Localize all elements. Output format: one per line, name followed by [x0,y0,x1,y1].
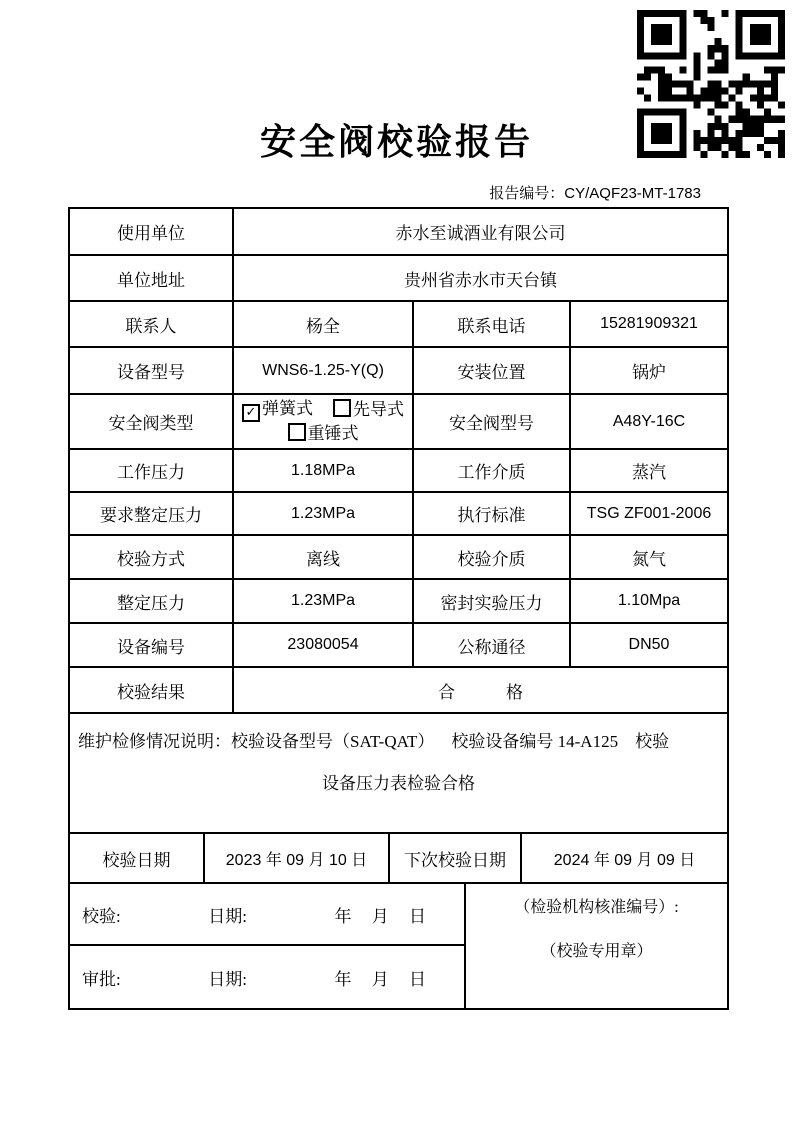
agency-stamp-line: （校验专用章） [540,943,653,960]
verifier-ymd: 年 月 日 [334,906,426,926]
valve-type-option-row [237,397,409,422]
table-row [69,833,728,883]
field-contact-label: 联系人 [69,301,233,347]
valve-type-option-row [237,422,409,446]
field-working-medium-value: 蒸汽 [570,449,728,492]
valve-type-option-label: 重锤式 [307,424,359,443]
field-valve-type-options [233,394,413,449]
signature-table [68,882,729,1010]
field-device-no-label: 设备编号 [69,623,233,667]
field-result-label: 校验结果 [69,667,233,713]
table-row [69,255,728,301]
field-contact-value: 杨全 [233,301,413,347]
field-next-calibration-date-label: 下次校验日期 [389,833,521,883]
field-install-location-label: 安装位置 [413,347,570,394]
approver-ymd: 年 月 日 [334,969,426,989]
checkbox-unchecked-icon [333,399,351,417]
checkbox-unchecked-icon [288,423,306,441]
field-calibration-method-value: 离线 [233,535,413,579]
table-row [69,301,728,347]
report-number-value: CY/AQF23-MT-1783 [564,185,701,202]
table-row [69,347,728,394]
field-working-medium-label: 工作介质 [413,449,570,492]
verifier-date-label: 日期: [208,906,247,926]
field-calibration-method-label: 校验方式 [69,535,233,579]
approver-label: 审批: [82,969,121,989]
verifier-sign-cell [69,883,465,945]
table-row [69,883,728,945]
field-working-pressure-value: 1.18MPa [233,449,413,492]
field-valve-model-value: A48Y-16C [570,394,728,449]
valve-type-option-label: 弹簧式 [262,399,313,418]
field-calibration-date-value: 2023 年 09 月 10 日 [204,833,389,883]
verifier-label: 校验: [82,906,121,926]
table-row [69,394,728,449]
field-calibration-medium-label: 校验介质 [413,535,570,579]
field-required-set-pressure-label: 要求整定压力 [69,492,233,535]
table-row [69,713,728,833]
table-row [69,579,728,623]
agency-stamp-cell [465,883,728,1009]
field-valve-type-label: 安全阀类型 [69,394,233,449]
field-calibration-medium-value: 氮气 [570,535,728,579]
field-next-calibration-date-value: 2024 年 09 月 09 日 [521,833,728,883]
table-row [69,623,728,667]
maintenance-note-line1: 维护检修情况说明：校验设备型号（SAT-QAT） 校验设备编号 14-A125 校验 [78,732,670,751]
field-use-unit-value: 赤水至诚酒业有限公司 [233,208,728,255]
approver-sign-cell [69,945,465,1009]
field-working-pressure-label: 工作压力 [69,449,233,492]
valve-type-option-label: 先导式 [353,399,404,419]
field-valve-model-label: 安全阀型号 [413,394,570,449]
maintenance-note-cell [69,713,728,833]
field-nominal-diameter-value: DN50 [570,623,728,667]
field-install-location-value: 锅炉 [570,347,728,394]
valve-type-option-pilot [333,398,404,422]
field-use-unit-label: 使用单位 [69,208,233,255]
field-unit-address-value: 贵州省赤水市天台镇 [233,255,728,301]
report-number [489,182,701,203]
checkbox-checked-icon: ✓ [242,404,260,422]
field-unit-address-label: 单位地址 [69,255,233,301]
field-calibration-date-label: 校验日期 [69,833,204,883]
date-table [68,832,729,884]
page-title: 安全阀校验报告 [259,122,533,162]
maintenance-note-line2: 设备压力表检验合格 [322,774,475,793]
report-table [68,207,727,1010]
field-seal-test-pressure-label: 密封实验压力 [413,579,570,623]
field-result-value: 合 格 [233,667,728,713]
valve-type-option-lever [288,422,359,446]
field-device-model-label: 设备型号 [69,347,233,394]
agency-block [466,884,727,962]
field-device-model-value: WNS6-1.25-Y(Q) [233,347,413,394]
field-contact-phone-label: 联系电话 [413,301,570,347]
approver-sign-line [70,965,464,990]
main-table [68,207,729,834]
table-row [69,667,728,713]
table-row [69,492,728,535]
approver-date-label: 日期: [208,969,247,989]
field-device-no-value: 23080054 [233,623,413,667]
field-set-pressure-label: 整定压力 [69,579,233,623]
field-standard-value: TSG ZF001-2006 [570,492,728,535]
valve-type-option-spring [242,397,313,422]
table-row [69,208,728,255]
field-nominal-diameter-label: 公称通径 [413,623,570,667]
field-required-set-pressure-value: 1.23MPa [233,492,413,535]
field-contact-phone-value: 15281909321 [570,301,728,347]
table-row [69,449,728,492]
agency-approval-no-line: （检验机构核准编号）: [514,899,679,916]
field-set-pressure-value: 1.23MPa [233,579,413,623]
report-number-label: 报告编号： [489,186,565,202]
field-seal-test-pressure-value: 1.10Mpa [570,579,728,623]
verifier-sign-line [70,902,464,927]
field-standard-label: 执行标准 [413,492,570,535]
table-row [69,535,728,579]
